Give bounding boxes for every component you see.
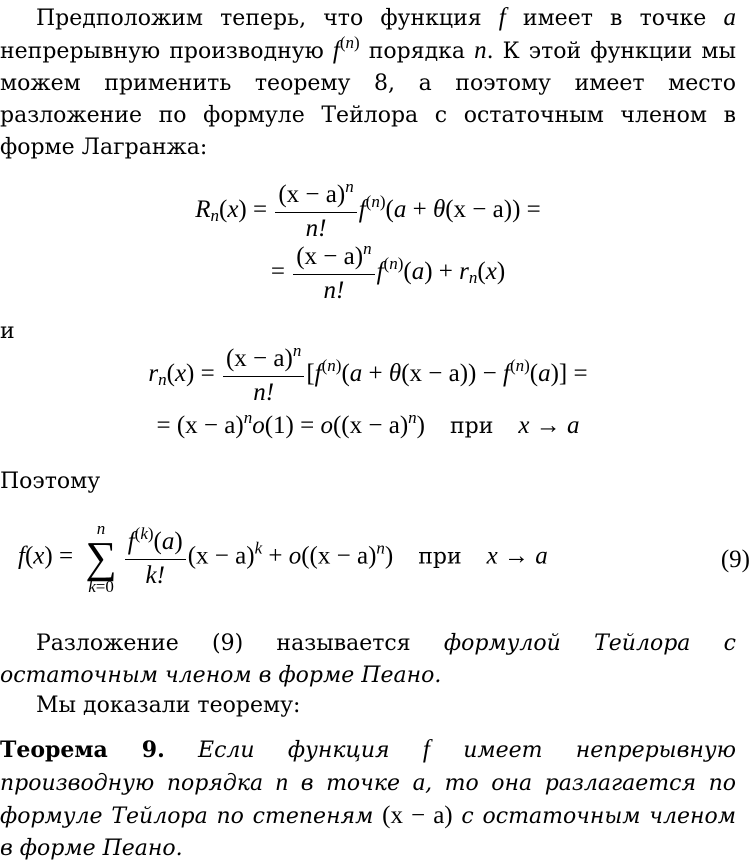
math-a: a — [412, 769, 426, 796]
text-fragment: . К этой функции мы можем применить теорему 8, а поэтому имеет место разложение по формуле Тейлора с остаточным членом в форме Лагранжа: — [0, 39, 736, 160]
text-fragment: непрерывную производную — [0, 39, 324, 64]
text-fragment: Предположим теперь, что функция — [36, 6, 482, 31]
math-f: f — [422, 736, 430, 763]
text-fragment: в точке — [300, 771, 401, 796]
fraction: $\frac{(x - a)^n}{n!}$ — [223, 344, 304, 407]
equation-rn-small-line2: = $(x - a)^no(1) = o((x - a)^n)$ при x → a — [156, 408, 580, 439]
theorem-9 — [0, 734, 736, 865]
fraction: $\frac{(x - a)^n}{n!}$ — [275, 180, 356, 243]
math-a: a — [723, 4, 736, 31]
equation-rn-line2: = $\frac{(x - a)^n}{n!}$ $f^{(n)}(a) + r_n(x)$ — [270, 239, 506, 304]
equation-rn-line1: $R_n(x)$ = $\frac{(x - a)^n}{n!}$ $f^{(n)}(a + \theta(x - a))$ = — [195, 177, 541, 242]
fraction: $\frac{f^{(k)}(a)}{k!}$ — [125, 527, 186, 590]
math-f-n: $f^{(n)}$ — [332, 33, 360, 64]
equation-number: (9) — [720, 546, 750, 573]
equation-9: f(x) = n ∑ k=0 $\frac{f^{(k)}(a)}{k!}$ $(x - a)^k + o((x - a)^n)$ при x → a (9) — [18, 519, 750, 596]
italic-term: формулой Тейлора с остаточным членом в форме Пеано. — [0, 631, 736, 688]
sum-operator: n ∑ k=0 — [85, 519, 117, 596]
equation-rn-small-line1: $r_n(x)$ = $\frac{(x - a)^n}{n!}$ $[f^{(n)}(a + \theta(x - a)) - f^{(n)}(a)]$ = — [148, 341, 588, 406]
paragraph-proved: Мы доказали теорему: — [36, 693, 301, 718]
fraction: $\frac{(x - a)^n}{n!}$ — [293, 242, 374, 305]
paragraph-intro — [0, 2, 736, 164]
therefore-word: Поэтому — [0, 469, 101, 494]
text-fragment: имеет непрерывную производную порядка — [0, 738, 737, 796]
math-n: n — [474, 37, 487, 64]
text-fragment: с остаточным членом в форме Пеано. — [0, 804, 736, 861]
math-x-minus-a: (x − a) — [382, 802, 453, 829]
text-fragment: Разложение (9) называется — [36, 631, 411, 656]
paragraph-peano — [0, 628, 736, 692]
and-word: и — [0, 319, 15, 344]
text-fragment: порядка — [368, 39, 466, 64]
text-fragment: , то она разлагается по формуле Тейлора по степеням — [0, 771, 736, 829]
text-fragment: Если функция — [198, 738, 390, 763]
text-fragment: имеет в точке — [522, 6, 707, 31]
theorem-label: Теорема 9. — [0, 737, 165, 763]
math-f: f — [498, 4, 506, 31]
math-n: n — [275, 769, 289, 796]
